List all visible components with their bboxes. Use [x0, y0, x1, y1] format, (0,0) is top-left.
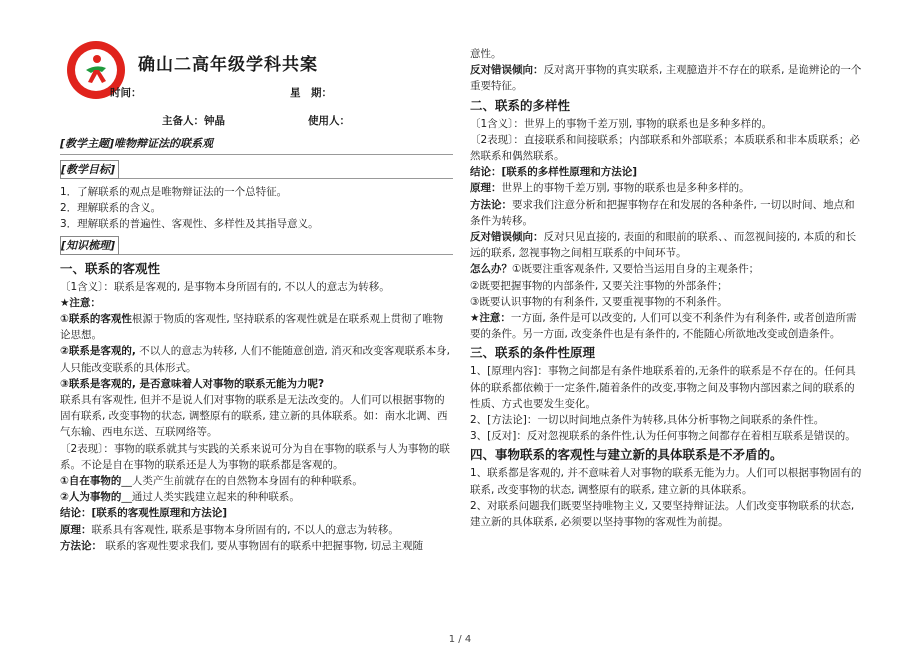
note-1	[60, 311, 453, 343]
s1-method	[60, 538, 453, 554]
s2-oppose-text: 反对只见直接的, 表面的和眼前的联系、、而忽视间接的, 本质的和长远的联系, 忽视事物之间相互联系的中间环节。	[470, 231, 857, 260]
s4-item-2: 2、对联系问题我们既要坚持唯物主义, 又要坚持辩证法。人们改变事物联系的状态, 建立新的具体联系, 必须要以坚持事物的客观性为前提。	[470, 499, 855, 529]
section-4-title: 四、事物联系的客观性与建立新的具体联系是不矛盾的。	[470, 447, 783, 463]
topic-heading: [教学主题]唯物辩证法的联系观	[60, 137, 214, 150]
goal-item: 3．理解联系的普遍性、客观性、多样性及其指导意义。	[60, 218, 319, 231]
review-row	[60, 236, 453, 255]
s2-note-text: 一方面, 条件是可以改变的, 人们可以变不利条件为有利条件, 或者创造所需要的条件。另一方面, 改变条件也是有条件的, 不能随心所欲地改变或创造条件。	[470, 312, 857, 341]
expression-1-text: __人类产生前就存在的自然物本身固有的种种联系。	[121, 475, 363, 488]
s1-oppose-label: 反对错误倾向：	[470, 64, 544, 77]
s1-oppose-text: 反对离开事物的真实联系, 主观臆造并不存在的联系, 是诡辨论的一个重要特征。	[470, 64, 862, 93]
how-3: ③既要认识事物的有利条件, 又要重视事物的不利条件。	[470, 295, 728, 308]
s1-conclusion	[60, 505, 453, 521]
s1-method-label: 方法论：	[60, 539, 102, 552]
note-3-text: 联系具有客观性, 但并不是说人们对事物的联系是无法改变的。人们可以根据事物的固有联系, 改变事物的状态, 调整原有的联系, 建立新的具体联系。如：南水北调、西气东输、西电东送、互联网络等。	[60, 394, 448, 439]
right-column	[470, 46, 863, 530]
how-2: ②既要把握事物的内部条件, 又要关注事物的外部条件；	[470, 279, 728, 292]
s2-note-label: ★注意：	[470, 312, 511, 325]
section-1-title: 一、联系的客观性	[60, 260, 161, 276]
left-content	[60, 136, 453, 554]
s1-principle-text: 联系具有客观性, 联系是事物本身所固有的, 不以人的意志为转移。	[91, 523, 399, 536]
s1-expression-label: 〔2表现〕：	[60, 442, 114, 455]
s1-expression	[60, 441, 453, 473]
s2-conclusion	[470, 164, 863, 180]
note-label: ★注意：	[60, 296, 101, 309]
s2-definition-text: 世界上的事物千差万别, 事物的联系也是多种多样的。	[523, 117, 773, 130]
page-title: 确山二高年级学科共案	[138, 55, 318, 75]
expression-1-label: ①自在事物的	[60, 475, 122, 488]
s1-conclusion-label: 结论：	[60, 507, 92, 520]
s2-principle-text: 世界上的事物千差万别, 事物的联系也是多种多样的。	[501, 182, 750, 195]
s2-note	[470, 310, 863, 342]
s2-principle-label: 原理：	[470, 182, 502, 195]
s2-definition	[470, 116, 863, 132]
goals-heading: [教学目标]	[60, 160, 119, 179]
s1-definition-label: 〔1含义〕：	[60, 280, 114, 293]
s1-principle	[60, 522, 453, 538]
s2-expression	[470, 132, 863, 164]
expression-2-label: ②人为事物的	[60, 491, 122, 504]
s1-definition-text: 联系是客观的, 是事物本身所固有的, 不以人的意志为转移。	[113, 280, 390, 293]
s2-oppose-label: 反对错误倾向：	[470, 231, 544, 244]
s1-definition	[60, 279, 453, 295]
expression-2	[60, 489, 453, 505]
s2-method-label: 方法论：	[470, 198, 512, 211]
note-2	[60, 343, 453, 375]
week-label: 星 期：	[290, 87, 332, 99]
s2-conclusion-text: [联系的多样性原理和方法论]	[501, 166, 638, 179]
note-1-text: 根源于物质的客观性, 坚持联系的客观性就是在联系观上贯彻了唯物论思想。	[60, 313, 444, 342]
note-2-text: 不以人的意志为转移, 人们不能随意创造, 消灭和改变客观联系本身, 人只能改变联系的具体形式。	[60, 345, 450, 374]
note-2-label: ②联系是客观的,	[60, 345, 136, 358]
note-3-label: ③联系是客观的, 是否意味着人对事物的联系无能为力呢?	[60, 377, 325, 390]
s2-expression-text: 直接联系和间接联系；内部联系和外部联系；本质联系和非本质联系；必然联系和偶然联系。	[470, 133, 860, 163]
s1-expression-text: 事物的联系就其与实践的关系来说可分为自在事物的联系与人为事物的联系。不论是自在事物的联系还是人为事物的联系都是客观的。	[60, 442, 450, 471]
preparer-label: 主备人：钟晶	[162, 115, 225, 127]
s2-expression-label: 〔2表现〕：	[470, 133, 524, 146]
how-1-text: ①既要注重客观条件, 又要恰当运用自身的主观条件；	[512, 263, 760, 276]
s2-oppose	[470, 229, 863, 261]
s3-item-3: 3、[反对]：反对忽视联系的条件性,认为任何事物之间都存在着相互联系是错误的。	[470, 430, 856, 443]
note-1-label: ①联系的客观性	[60, 313, 132, 326]
section-3-title: 三、联系的条件性原理	[470, 345, 596, 361]
expression-2-text: __通过人类实践建立起来的种种联系。	[121, 491, 300, 504]
how-1	[470, 261, 863, 277]
section-2-title: 二、联系的多样性	[470, 97, 571, 113]
goals-row	[60, 160, 453, 179]
s3-item-2: 2、[方法论]：一切以时间地点条件为转移,具体分析事物之间联系的条件性。	[470, 414, 825, 427]
s2-conclusion-label: 结论：	[470, 166, 502, 179]
goal-item: 2．理解联系的含义。	[60, 202, 162, 215]
s3-item-1: 1、[原理内容]：事物之间都是有条件地联系着的,无条件的联系是不存在的。任何具体的联系都依赖于一定条件,随着条件的改变,事物之间及事物内部因素之间的联系的性质、方式也要发生变化。	[470, 365, 856, 410]
review-heading: [知识梳理]	[60, 236, 119, 255]
s1-oppose	[470, 62, 863, 94]
s1-principle-label: 原理：	[60, 523, 92, 536]
s2-method-text: 要求我们注意分析和把握事物存在和发展的各种条件, 一切以时间、地点和条件为转移。	[470, 198, 855, 227]
user-label: 使用人：	[308, 115, 350, 127]
time-label: 时间：	[110, 87, 142, 99]
topic-row	[60, 136, 453, 155]
how-label: 怎么办？	[470, 263, 512, 276]
page-number: 1 / 4	[448, 634, 472, 645]
expression-1	[60, 473, 453, 489]
s2-definition-label: 〔1含义〕：	[470, 117, 524, 130]
s1-conclusion-text: [联系的客观性原理和方法论]	[91, 507, 228, 520]
s4-item-1: 1、联系都是客观的, 并不意味着人对事物的联系无能为力。人们可以根据事物固有的联系, 改变事物的状态, 调整原有的联系, 建立新的具体联系。	[470, 467, 862, 496]
continued-text: 意性。	[470, 48, 502, 60]
s2-principle	[470, 180, 863, 196]
s1-method-text: 联系的客观性要求我们, 要从事物固有的联系中把握事物, 切忌主观随	[102, 539, 424, 552]
s2-method	[470, 197, 863, 229]
goal-item: 1．了解联系的观点是唯物辩证法的一个总特征。	[60, 186, 288, 198]
